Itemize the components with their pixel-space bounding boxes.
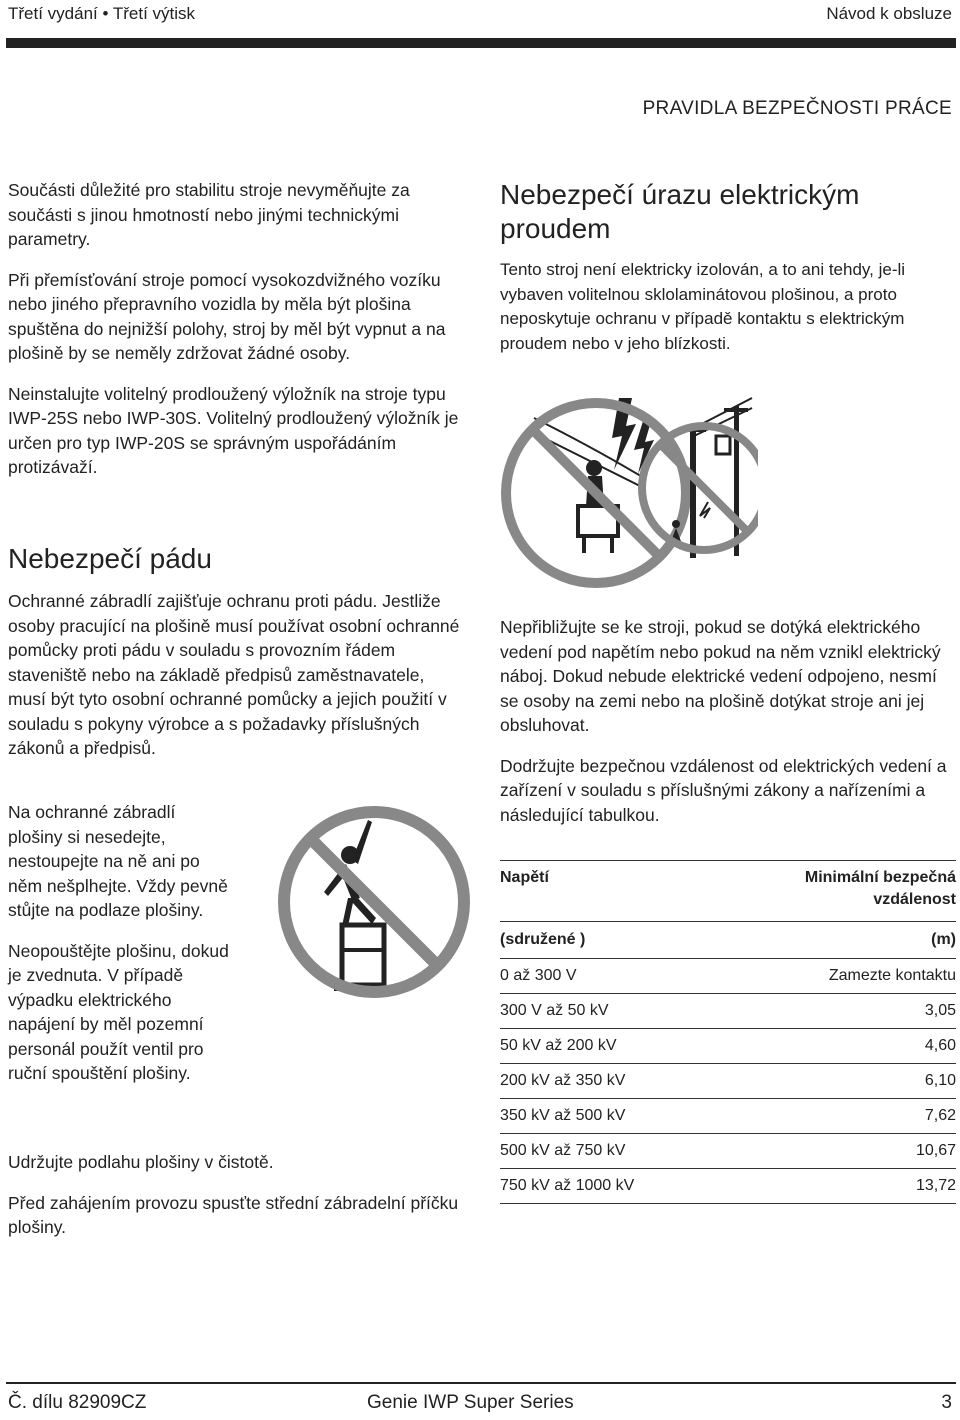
voltage-cell: 50 kV až 200 kV	[500, 1037, 617, 1054]
voltage-cell: 350 kV až 500 kV	[500, 1107, 626, 1124]
table-row	[500, 994, 956, 1029]
paragraph: Neopouštějte plošinu, dokud je zvednuta. V případě výpadku elektrického napájení by měl pozemní personál použít ventil pro ruční spouštění plošiny.	[8, 940, 229, 1083]
electrocution-rules	[500, 615, 952, 827]
footer-product: Genie IWP Super Series	[367, 1392, 574, 1413]
paragraph: Součásti důležité pro stabilitu stroje nevyměňujte za součásti s jinou hmotností nebo jinými technickými parametry.	[8, 180, 410, 249]
section-title: PRAVIDLA BEZPEČNOSTI PRÁCE	[642, 98, 952, 119]
electrocution-hazard-heading: Nebezpečí úrazu elektrickým proudem	[500, 179, 860, 244]
safe-distance-table	[500, 860, 956, 1204]
distance-cell: 3,05	[924, 1002, 956, 1019]
table-row	[500, 1099, 956, 1134]
page-number: 3	[941, 1392, 952, 1413]
paragraph: Udržujte podlahu plošiny v čistotě.	[8, 1152, 274, 1172]
subheader-voltage: (sdružené )	[500, 931, 586, 948]
electrocution-warning-icon	[494, 378, 758, 604]
distance-cell: 6,10	[924, 1072, 956, 1089]
fall-hazard-heading: Nebezpečí pádu	[8, 543, 212, 574]
paragraph: Ochranné zábradlí zajišťuje ochranu proti pádu. Jestliže osoby pracující na plošině musí používat osobní ochranné pomůcky proti pádu v souladu s provozním řádem staveniště nebo na základě předpisů zaměstnavatele, musí být tyto osobní ochranné pomůcky a jejich použití v souladu s pokyny výrobce a s požadavky příslušných zákonů a předpisů.	[8, 591, 460, 758]
table-row	[500, 1064, 956, 1099]
table-row	[500, 1134, 956, 1169]
fall-rules	[8, 800, 233, 1086]
voltage-cell: 0 až 300 V	[500, 967, 577, 984]
header-rule	[6, 38, 956, 48]
paragraph: Při přemísťování stroje pomocí vysokozdvižného vozíku nebo jiného přepravního vozidla by měla být plošina spuštěna do nejnižší polohy, stroj by měl být vypnut a na plošině by se neměly zdržovat žádné osoby.	[8, 269, 446, 363]
voltage-cell: 300 V až 50 kV	[500, 1002, 609, 1019]
table-row	[500, 1169, 956, 1204]
header-distance: Minimální bezpečná vzdálenost	[804, 869, 956, 908]
paragraph: Na ochranné zábradlí plošiny si nesedejte, nestoupejte na ně ani po něm nešplhejte. Vždy pevně stůjte na podlaze plošiny.	[8, 802, 228, 920]
distance-cell: Zamezte kontaktu	[828, 967, 956, 984]
table-subheader-row	[500, 922, 956, 959]
header-manual: Návod k obsluze	[826, 4, 952, 23]
table-row	[500, 1029, 956, 1064]
no-climbing-railing-icon	[272, 800, 476, 1004]
fall-bottom-rules	[8, 1150, 470, 1240]
paragraph: Dodržujte bezpečnou vzdálenost od elektrických vedení a zařízení v souladu s příslušnými zákony a nařízeními a následující tabulkou.	[500, 755, 947, 825]
paragraph: Nepřibližujte se ke stroji, pokud se dotýká elektrického vedení pod napětím nebo pokud na něm vznikl elektrický náboj. Dokud nebude elektrické vedení odpojeno, nesmí se osoby na zemi nebo na plošině dotýkat stroje ani jej obsluhovat.	[500, 617, 941, 735]
fall-intro	[8, 589, 460, 761]
voltage-cell: 500 kV až 750 kV	[500, 1142, 626, 1159]
distance-cell: 13,72	[915, 1177, 956, 1194]
distance-cell: 4,60	[924, 1037, 956, 1054]
electrocution-intro: Tento stroj není elektricky izolován, a to ani tehdy, je-li vybaven volitelnou sklolaminátovou plošinou, a proto neposkytuje ochranu v případě kontaktu s elektrickým proudem nebo v jeho blízkosti.	[500, 260, 906, 353]
footer-part-number: Č. dílu 82909CZ	[8, 1392, 147, 1413]
left-top-paragraphs	[8, 178, 470, 480]
paragraph: Před zahájením provozu spusťte střední zábradelní příčku plošiny.	[8, 1192, 459, 1237]
footer-rule	[6, 1382, 956, 1384]
paragraph: Neinstalujte volitelný prodloužený výložník na stroje typu IWP-25S nebo IWP-30S. Volitelný prodloužený výložník je určen pro typ IWP-20S se správným uspořádáním protizávaží.	[8, 383, 459, 477]
distance-cell: 7,62	[924, 1107, 956, 1124]
voltage-cell: 200 kV až 350 kV	[500, 1072, 626, 1089]
subheader-unit: (m)	[931, 931, 956, 948]
distance-cell: 10,67	[915, 1142, 956, 1159]
header-edition: Třetí vydání • Třetí výtisk	[8, 4, 196, 23]
table-header-row	[500, 861, 956, 922]
voltage-cell: 750 kV až 1000 kV	[500, 1177, 635, 1194]
header-voltage: Napětí	[500, 869, 549, 886]
table-row	[500, 959, 956, 994]
